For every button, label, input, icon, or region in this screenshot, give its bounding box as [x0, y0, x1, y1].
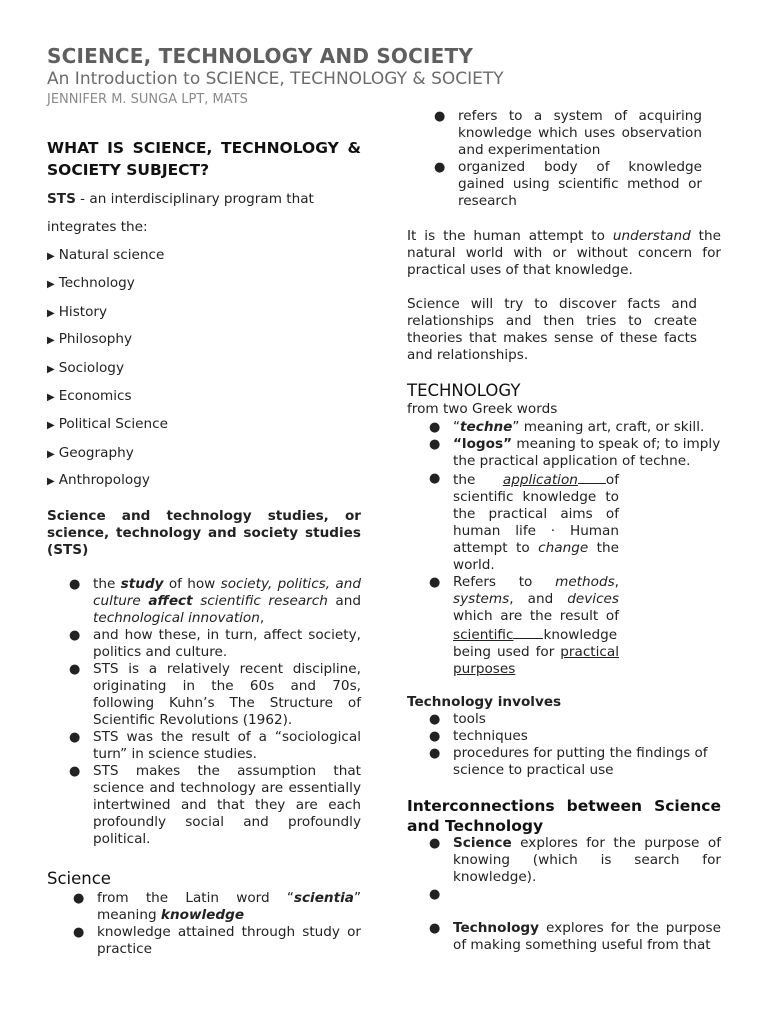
interconnections-heading: Interconnections between Science and Technology	[407, 797, 721, 835]
list-item: ● STS was the result of a “sociological turn” in science studies.	[69, 729, 361, 762]
bullet-dot-icon: ●	[429, 437, 441, 452]
list-item: ● the study of how society, politics, and culture affect scientific research and technological innovation,	[69, 576, 361, 626]
bullet-dot-icon: ●	[434, 109, 446, 124]
sts-studies-heading: Science and technology studies, or science, technology and society studies (STS)	[47, 508, 361, 558]
discipline-item	[47, 304, 107, 322]
sts-bullet-list	[47, 576, 361, 848]
discipline-item	[47, 275, 135, 293]
document-author: JENNIFER M. SUNGA LPT, MATS	[47, 92, 248, 107]
discipline-item	[47, 445, 134, 463]
list-item: ● and how these, in turn, affect society, politics and culture.	[69, 627, 361, 660]
sts-definition-text: - an interdisciplinary program that	[75, 191, 314, 207]
list-item: ● procedures for putting the findings of science to practical use	[429, 745, 708, 778]
integrates-label: integrates the:	[47, 219, 148, 235]
science-bullet-list	[47, 890, 361, 958]
bullet-dot-icon: ●	[429, 887, 441, 902]
bullet-dot-icon: ●	[69, 662, 81, 677]
bullet-dot-icon: ●	[429, 575, 441, 590]
sts-definition	[47, 191, 361, 208]
section-heading-sts-subject: WHAT IS SCIENCE, TECHNOLOGY & SOCIETY SUBJECT?	[47, 139, 361, 179]
bullet-dot-icon: ●	[429, 729, 441, 744]
science-definition-list	[407, 108, 702, 210]
list-item: ● the application of scientific knowledge to the practical aims of human life · Human attempt to change the world.	[429, 471, 619, 573]
triangle-bullet-icon: ▶	[47, 251, 55, 262]
bullet-dot-icon: ●	[69, 577, 81, 592]
bullet-dot-icon: ●	[434, 160, 446, 175]
discipline-label: Geography	[58, 445, 134, 461]
science-paragraph-2: Science will try to discover facts and relationships and then tries to create theories that makes sense of these facts and relationships.	[407, 296, 697, 363]
bullet-dot-icon: ●	[69, 730, 81, 745]
triangle-bullet-icon: ▶	[47, 476, 55, 487]
bullet-dot-icon: ●	[429, 746, 441, 761]
list-item: ● refers to a system of acquiring knowledge which uses observation and experimentation	[434, 108, 702, 158]
list-item: ● “techne” meaning art, craft, or skill.	[429, 419, 705, 435]
triangle-bullet-icon: ▶	[47, 449, 55, 460]
discipline-item	[47, 388, 132, 406]
bullet-dot-icon: ●	[429, 921, 441, 936]
bullet-dot-icon: ●	[73, 891, 85, 906]
list-item-empty	[407, 886, 721, 920]
technology-involves-list	[407, 711, 721, 779]
discipline-label: Natural science	[58, 247, 165, 263]
list-item: ● “logos” meaning to speak of; to imply the practical application of techne.	[429, 436, 721, 469]
technology-origin: from two Greek words	[407, 401, 558, 417]
list-item: ● techniques	[429, 728, 528, 744]
list-item: ● Technology explores for the purpose of making something useful from that	[429, 920, 721, 953]
triangle-bullet-icon: ▶	[47, 364, 55, 375]
triangle-bullet-icon: ▶	[47, 392, 55, 403]
discipline-label: Anthropology	[58, 472, 150, 488]
list-item: ● from the Latin word “scientia” meaning knowledge	[73, 890, 361, 923]
discipline-item	[47, 472, 150, 490]
discipline-item	[47, 360, 124, 378]
bullet-dot-icon: ●	[429, 712, 441, 727]
discipline-label: Economics	[58, 388, 132, 404]
list-item: ● STS is a relatively recent discipline, originating in the 60s and 70s, following Kuhn’s The Structure of Scientific Revolutions (1962).	[69, 661, 361, 728]
document-title: SCIENCE, TECHNOLOGY AND SOCIETY	[47, 44, 474, 68]
discipline-label: History	[58, 304, 108, 320]
bullet-dot-icon: ●	[73, 925, 85, 940]
list-item: ● tools	[429, 711, 486, 727]
triangle-bullet-icon: ▶	[47, 335, 55, 346]
technology-involves-heading: Technology involves	[407, 694, 562, 710]
bullet-dot-icon: ●	[429, 836, 441, 851]
bullet-dot-icon: ●	[69, 628, 81, 643]
technology-definition-list	[407, 419, 721, 678]
document-subtitle: An Introduction to SCIENCE, TECHNOLOGY & SOCIETY	[47, 69, 504, 89]
discipline-item	[47, 331, 132, 349]
list-item: ● Science explores for the purpose of knowing (which is search for knowledge).	[429, 835, 721, 885]
discipline-label: Sociology	[58, 360, 124, 376]
bullet-dot-icon: ●	[69, 764, 81, 779]
triangle-bullet-icon: ▶	[47, 279, 55, 290]
list-item: ● knowledge attained through study or practice	[73, 924, 361, 957]
bullet-dot-icon: ●	[429, 471, 441, 486]
bullet-dot-icon: ●	[429, 420, 441, 435]
list-item: ● Refers to methods, systems, and devices which are the result of scientific knowledge being used for practical purposes	[429, 574, 619, 677]
interconnections-list	[407, 835, 721, 954]
science-heading: Science	[47, 869, 111, 888]
discipline-label: Political Science	[58, 416, 168, 432]
triangle-bullet-icon: ▶	[47, 420, 55, 431]
discipline-item	[47, 247, 164, 265]
triangle-bullet-icon: ▶	[47, 308, 55, 319]
discipline-label: Technology	[58, 275, 135, 291]
discipline-item	[47, 416, 168, 434]
sts-term: STS	[47, 191, 76, 207]
list-item: ● organized body of knowledge gained using scientific method or research	[434, 159, 702, 209]
technology-heading: TECHNOLOGY	[407, 381, 521, 400]
science-paragraph-1: It is the human attempt to understand the natural world with or without concern for practical uses of that knowledge.	[407, 228, 721, 278]
discipline-label: Philosophy	[58, 331, 133, 347]
list-item: ● STS makes the assumption that science and technology are essentially intertwined and that they are each profoundly social and profoundly political.	[69, 763, 361, 847]
